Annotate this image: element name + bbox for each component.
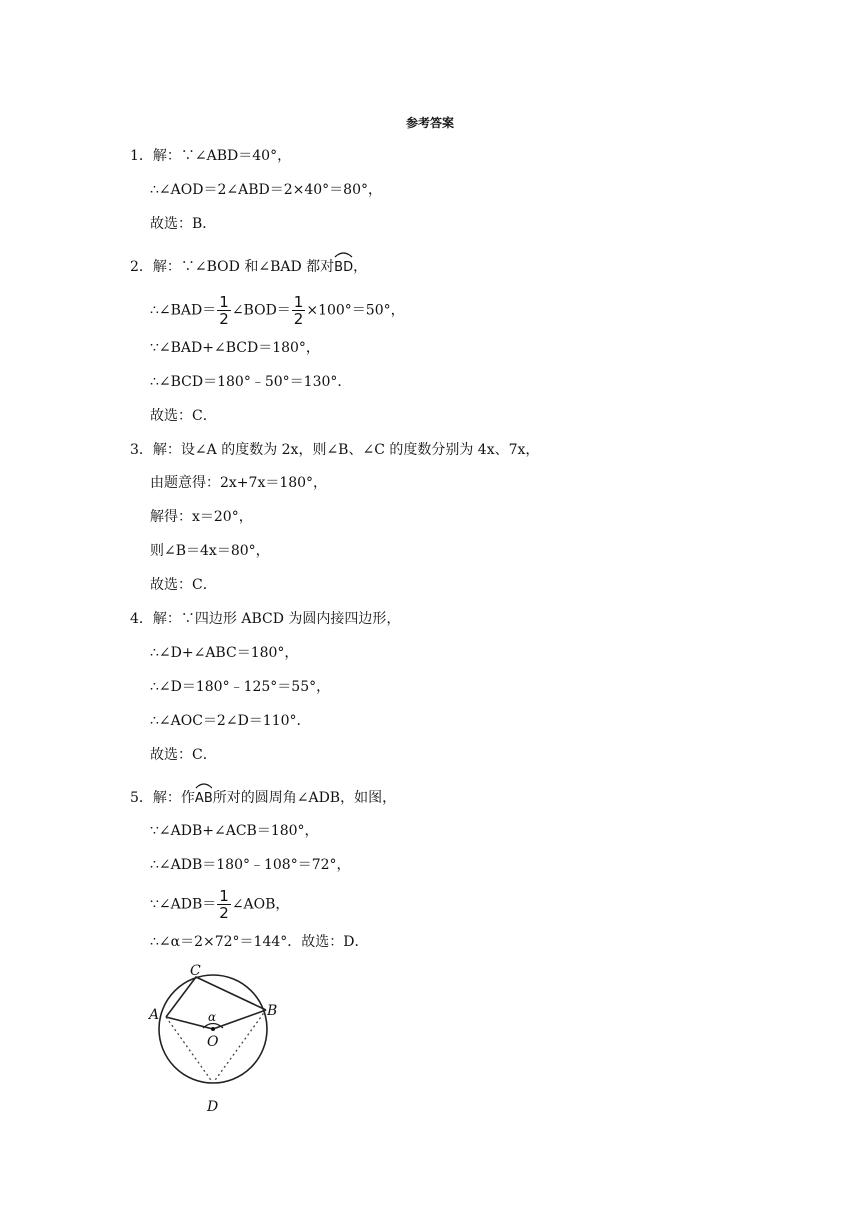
label-a: A xyxy=(149,1007,160,1023)
q3-line-3: 解得：x＝20°， xyxy=(150,509,253,525)
arc-symbol xyxy=(195,781,213,789)
q5-line-4 xyxy=(150,888,289,921)
q5-line-3: ∴∠ADB＝180°﹣108°＝72°， xyxy=(150,857,351,873)
q4-line-3: ∴∠D＝180°﹣125°＝55°， xyxy=(150,679,331,695)
fraction-half-3 xyxy=(217,888,231,921)
fraction-half xyxy=(217,294,231,327)
q2-line-3: ∵∠BAD+∠BCD＝180°， xyxy=(150,340,320,356)
q5-line-4-a: ∵∠ADB＝ xyxy=(150,896,217,913)
q2-line-2-c: ×100°＝50°， xyxy=(306,302,405,319)
fraction-denominator: 2 xyxy=(219,310,229,328)
q2-line-1-end: ， xyxy=(353,259,368,275)
arc-ab-label: AB xyxy=(194,791,213,806)
q3-line-2: 由题意得：2x+7x＝180°， xyxy=(150,475,328,491)
fraction-denominator: 2 xyxy=(293,310,304,328)
q3-line-1: 3．解：设∠A 的度数为 2x，则∠B、∠C 的度数分别为 4x、7x， xyxy=(130,442,540,458)
fraction-numerator: 1 xyxy=(219,887,229,905)
arc-ab xyxy=(195,785,213,809)
q4-answer: 故选：C． xyxy=(150,747,217,763)
q3-answer: 故选：C． xyxy=(150,577,217,593)
arc-bd-label: BD xyxy=(334,260,354,275)
q5-line-1-b: 所对的圆周角∠ADB，如图， xyxy=(212,790,397,806)
q2-line-2-b: ∠BOD＝ xyxy=(231,302,291,319)
center-point xyxy=(211,1027,215,1031)
q2-line-2 xyxy=(150,294,405,327)
q4-line-4: ∴∠AOC＝2∠D＝110°． xyxy=(150,713,311,729)
q4-line-2: ∴∠D+∠ABC＝180°， xyxy=(150,645,299,661)
q2-answer: 故选：C． xyxy=(150,408,217,424)
page-title: 参考答案 xyxy=(405,116,454,130)
fraction-denominator: 2 xyxy=(219,904,229,922)
q2-line-1-text: 2．解：∵∠BOD 和∠BAD 都对 xyxy=(130,259,335,275)
q5-line-2: ∵∠ADB+∠ACB＝180°， xyxy=(150,823,319,839)
label-o: O xyxy=(207,1034,219,1050)
label-b: B xyxy=(267,1003,278,1019)
label-c: C xyxy=(190,963,201,979)
q1-line-1: 1．解：∵∠ABD＝40°， xyxy=(130,148,292,164)
q5-line-1 xyxy=(130,785,396,809)
arc-symbol xyxy=(334,250,353,258)
q1-answer: 故选：B． xyxy=(150,216,217,232)
q4-line-1: 4．解：∵四边形 ABCD 为圆内接四边形， xyxy=(130,611,401,627)
circle-figure xyxy=(140,958,290,1118)
label-alpha: α xyxy=(208,1010,217,1024)
q3-line-4: 则∠B＝4x＝80°， xyxy=(150,543,270,559)
fraction-numerator: 1 xyxy=(293,293,304,311)
q5-line-5: ∴∠α＝2×72°＝144°．故选：D． xyxy=(150,934,369,950)
fraction-numerator: 1 xyxy=(219,293,229,311)
fraction-half-2 xyxy=(292,294,306,327)
q1-line-2: ∴∠AOD＝2∠ABD＝2×40°＝80°， xyxy=(150,182,382,198)
arc-bd xyxy=(334,254,353,278)
q2-line-1 xyxy=(130,254,367,278)
q2-line-2-a: ∴∠BAD＝ xyxy=(150,302,217,319)
q5-line-4-b: ∠AOB， xyxy=(231,896,290,913)
label-d: D xyxy=(207,1099,219,1115)
q5-line-1-a: 5．解：作 xyxy=(130,790,195,806)
q2-line-4: ∴∠BCD＝180°﹣50°＝130°． xyxy=(150,374,352,390)
